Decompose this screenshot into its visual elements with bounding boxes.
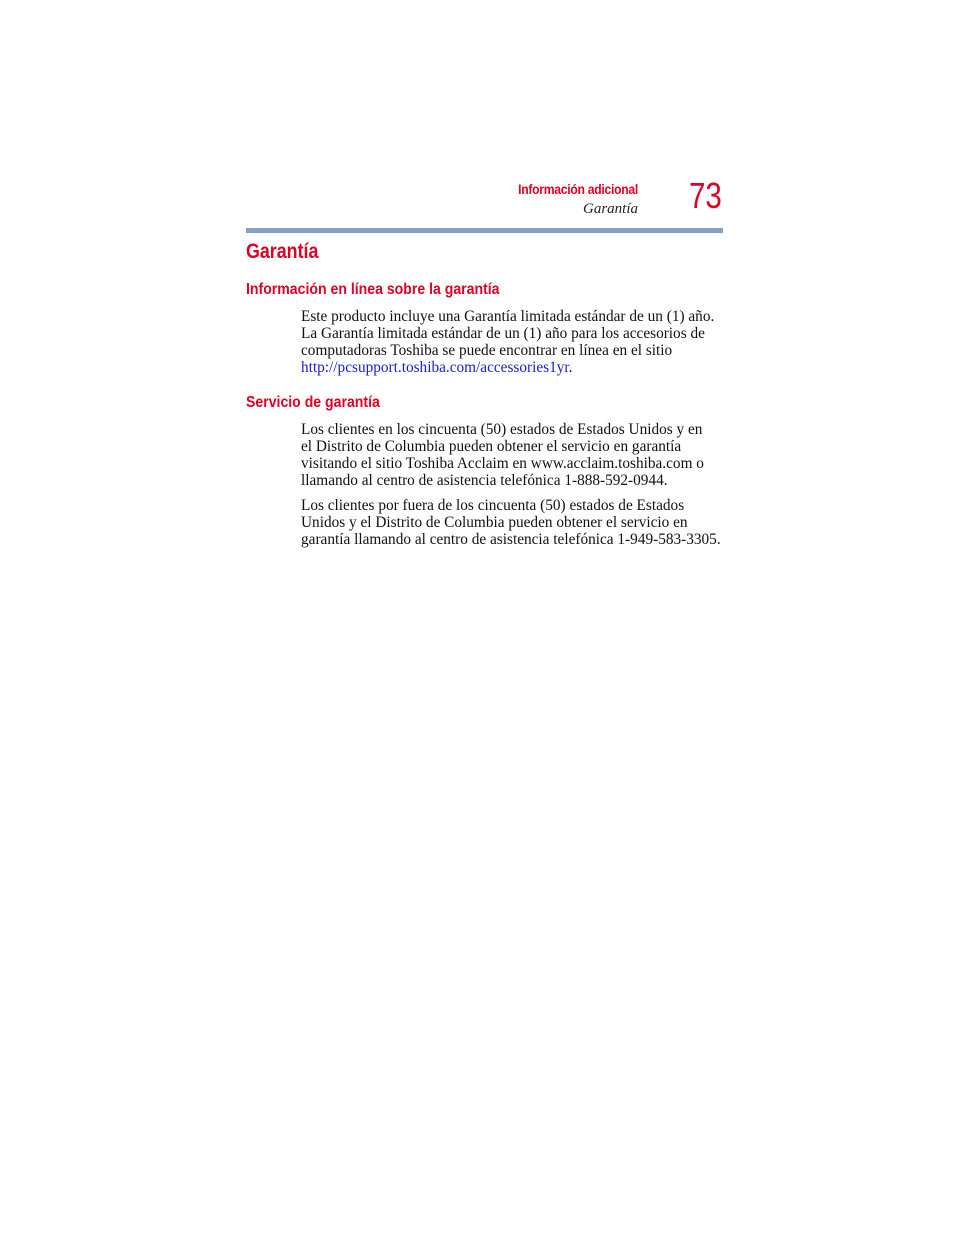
page-number: 73 <box>689 175 722 216</box>
accessories-warranty-link[interactable]: http://pcsupport.toshiba.com/accessories1yr <box>301 359 569 376</box>
text-line: Unidos y el Distrito de Columbia pueden obtener el servicio en <box>301 514 688 531</box>
running-header <box>338 181 638 219</box>
text-line: Los clientes por fuera de los cincuenta (50) estados de Estados <box>301 497 685 514</box>
link-suffix: . <box>568 359 573 376</box>
header-chapter-title: Información adicional <box>518 182 638 197</box>
text-line: La Garantía limitada estándar de un (1) año para los accesorios de <box>301 325 705 342</box>
paragraph-service-outside-us <box>301 497 723 548</box>
section-title: Garantía <box>246 240 319 263</box>
text-line: llamando al centro de asistencia telefónica 1-888-592-0944. <box>301 472 668 489</box>
header-topic: Garantía <box>582 201 638 217</box>
text-line: visitando el sitio Toshiba Acclaim en www.acclaim.toshiba.com o <box>301 455 704 472</box>
paragraph-online-warranty <box>301 308 723 376</box>
paragraph-service-us <box>301 421 723 489</box>
subsection-heading-online: Información en línea sobre la garantía <box>246 281 500 298</box>
text-line: Este producto incluye una Garantía limitada estándar de un (1) año. <box>301 308 715 325</box>
header-rule <box>246 228 723 233</box>
text-line: garantía llamando al centro de asistencia telefónica 1-949-583-3305. <box>301 531 721 548</box>
subsection-heading-service: Servicio de garantía <box>246 394 380 411</box>
text-line: Los clientes en los cincuenta (50) estados de Estados Unidos y en <box>301 421 703 438</box>
text-line: el Distrito de Columbia pueden obtener el servicio en garantía <box>301 438 682 455</box>
text-line: computadoras Toshiba se puede encontrar en línea en el sitio <box>301 342 673 359</box>
link-line <box>301 359 723 376</box>
